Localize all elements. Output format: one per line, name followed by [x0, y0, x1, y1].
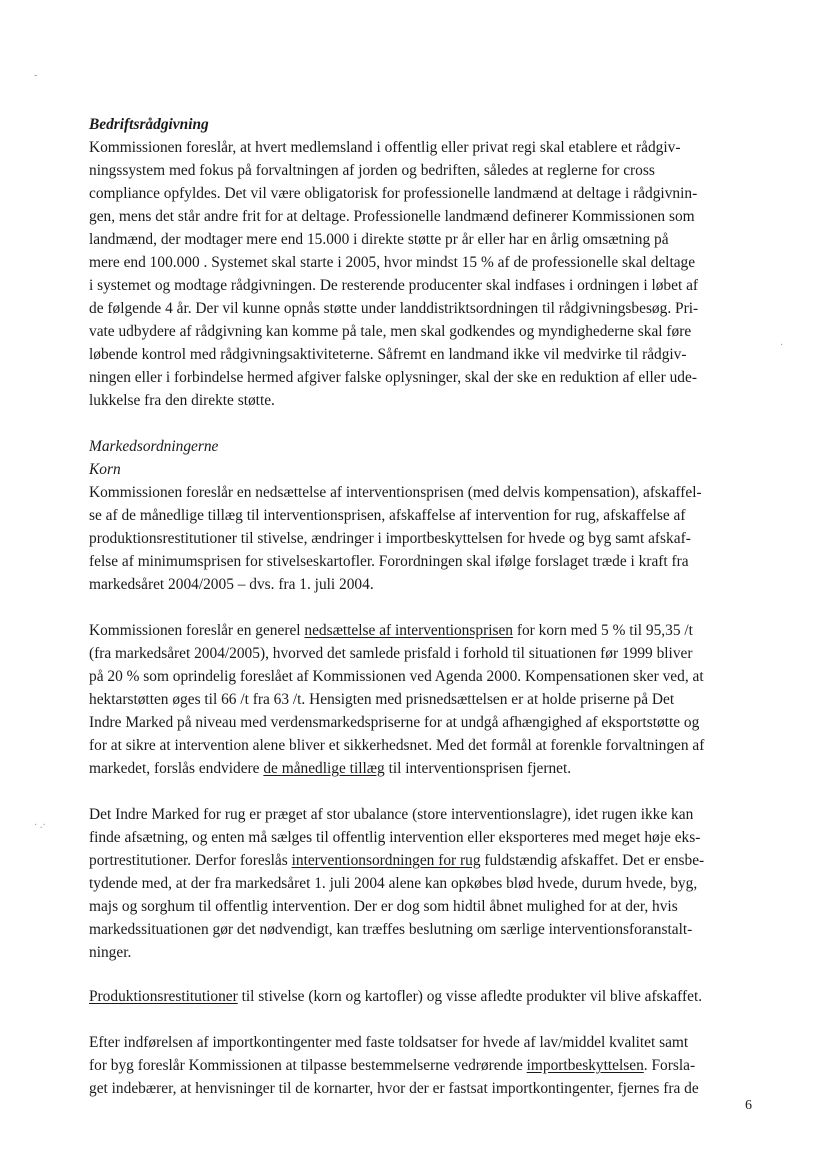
subsection-heading-korn: Korn — [89, 461, 121, 478]
text-line: løbende kontrol med rådgivningsaktiviteterne. Såfremt en landmand ikke vil medvirke til rådgiv- — [89, 346, 687, 363]
underlined-term: nedsættelse af interventionsprisen — [304, 622, 513, 639]
text-line: Det Indre Marked for rug er præget af stor ubalance (store interventionslagre), idet rugen ikke kan — [89, 806, 694, 823]
text-line: finde afsætning, og enten må sælges til offentlig intervention eller eksporteres med meget høje eks- — [89, 829, 701, 846]
text-line: de følgende 4 år. Der vil kunne opnås støtte under landdistriktsordningen til rådgivningsbesøg. Pri- — [89, 300, 699, 317]
section-heading-bedriftsraadgivning: Bedriftsrådgivning — [89, 116, 209, 133]
text-line: Efter indførelsen af importkontingenter med faste toldsatser for hvede af lav/middel kvalitet samt — [89, 1034, 689, 1051]
text-line: på 20 % som oprindelig foreslået af Kommissionen ved Agenda 2000. Kompensationen sker ved, at — [89, 668, 704, 685]
text-line: se af de månedlige tillæg til interventionsprisen, afskaffelse af intervention for rug, afskaffelse af — [89, 507, 686, 524]
text-line: Kommissionen foreslår, at hvert medlemsland i offentlig eller privat regi skal etablere et rådgiv- — [89, 139, 681, 156]
text-line — [89, 758, 571, 780]
text-line — [89, 986, 702, 1008]
text-run: fuldstændig afskaffet. Det er ensbe- — [480, 852, 705, 869]
scan-speck: · — [780, 340, 784, 351]
text-line: ninger. — [89, 944, 132, 961]
text-line: i systemet og modtage rådgivningen. De resterende producenter skal indfases i ordningen i løbet af — [89, 277, 699, 294]
text-line — [89, 1055, 695, 1077]
text-run: til interventionsprisen fjernet. — [384, 760, 572, 777]
scan-speck: - — [34, 70, 38, 81]
text-line: mere end 100.000 . Systemet skal starte i 2005, hvor mindst 15 % af de professionelle skal deltage — [89, 254, 696, 271]
text-run: Kommissionen foreslår en generel — [89, 622, 305, 639]
text-run: portrestitutioner. Derfor foreslås — [89, 852, 292, 869]
text-run: . Forsla- — [643, 1057, 696, 1074]
text-line — [89, 850, 704, 872]
text-line: ningssystem med fokus på forvaltningen af jorden og bedriften, således at reglerne for cross — [89, 162, 655, 179]
text-line: felse af minimumsprisen for stivelseskartofler. Forordningen skal ifølge forslaget træde i kraft fra — [89, 553, 689, 570]
text-line: Kommissionen foreslår en nedsættelse af interventionsprisen (med delvis kompensation), afskaffel- — [89, 484, 702, 501]
text-line: Indre Marked på niveau med verdensmarkedspriserne for at undgå afhængighed af eksportstøtte og — [89, 714, 700, 731]
text-run: for byg foreslår Kommissionen at tilpasse bestemmelserne vedrørende — [89, 1057, 527, 1074]
text-line: gen, mens det står andre frit for at deltage. Professionelle landmænd definerer Kommissionen som — [89, 208, 695, 225]
text-line: compliance opfyldes. Det vil være obligatorisk for professionelle landmænd at deltage i rådgivnin- — [89, 185, 698, 202]
text-line: produktionsrestitutioner til stivelse, ændringer i importbeskyttelsen for hvede og byg samt afskaf- — [89, 530, 691, 547]
underlined-term: Produktionsrestitutioner — [89, 988, 238, 1005]
text-run: for korn med 5 % til 95,35 /t — [512, 622, 693, 639]
text-line: tydende med, at der fra markedsåret 1. juli 2004 alene kan opkøbes blød hvede, durum hvede, byg, — [89, 875, 698, 892]
text-line: lukkelse fra den direkte støtte. — [89, 392, 275, 409]
text-line: for at sikre at intervention alene bliver et sikkerhedsnet. Med det formål at forenkle forvaltningen af — [89, 737, 705, 754]
underlined-term: interventionsordningen for rug — [291, 852, 481, 869]
text-line: hektarstøtten øges til 66 /t fra 63 /t. Hensigten med prisnedsættelsen er at holde priserne på Det — [89, 691, 675, 708]
section-heading-markedsordningerne: Markedsordningerne — [89, 438, 219, 455]
text-line: get indebærer, at henvisninger til de kornarter, hvor der er fastsat importkontingenter, fjernes fra de — [89, 1080, 699, 1097]
underlined-term: de månedlige tillæg — [263, 760, 385, 777]
text-line: majs og sorghum til offentlig intervention. Der er dog som hidtil åbnet mulighed for at der, hvis — [89, 898, 678, 915]
page-number: 6 — [745, 1098, 752, 1113]
text-line — [89, 620, 693, 642]
underlined-term: importbeskyttelsen — [526, 1057, 644, 1074]
text-run: til stivelse (korn og kartofler) og visse afledte produkter vil blive afskaffet. — [237, 988, 703, 1005]
text-line: markedssituationen gør det nødvendigt, kan træffes beslutning om særlige interventionsforanstalt- — [89, 921, 693, 938]
text-line: (fra markedsåret 2004/2005), hvorved det samlede prisfald i forhold til situationen før 1999 bliver — [89, 645, 693, 662]
text-line: markedsåret 2004/2005 – dvs. fra 1. juli 2004. — [89, 576, 374, 593]
scan-speck: · .· — [34, 820, 46, 831]
text-line: vate udbydere af rådgivning kan komme på tale, men skal godkendes og myndighederne skal føre — [89, 323, 692, 340]
text-line: ningen eller i forbindelse hermed afgiver falske oplysninger, skal der ske en reduktion af eller ude- — [89, 369, 697, 386]
text-run: markedet, forslås endvidere — [89, 760, 264, 777]
text-line: landmænd, der modtager mere end 15.000 i direkte støtte pr år eller har en årlig omsætning på — [89, 231, 669, 248]
